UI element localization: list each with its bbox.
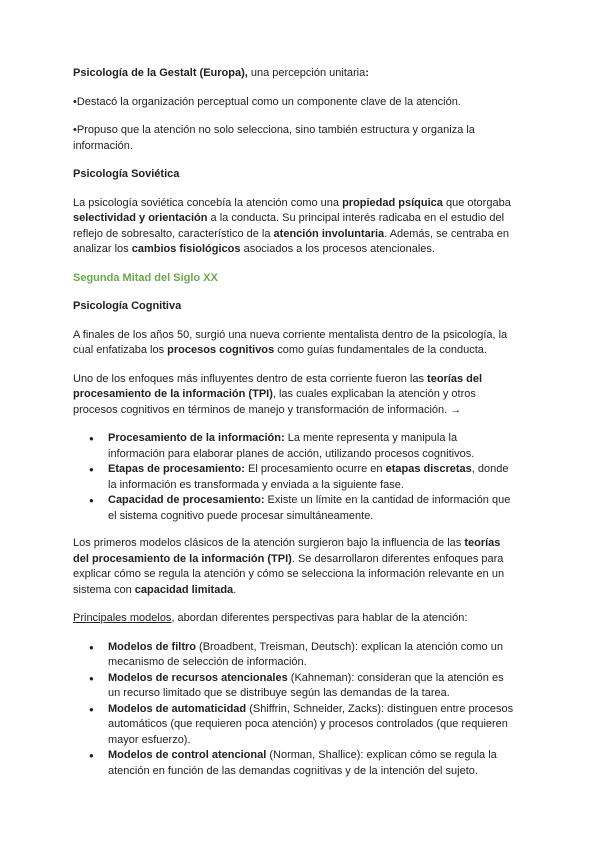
text-span: El procesamiento ocurre en — [244, 463, 386, 475]
text-span: a la conducta. Su principal interés radicaba en el estudio del reflejo de sobresalto, característico de la — [73, 212, 505, 240]
bold-span: procesos cognitivos — [167, 344, 275, 356]
gestalt-paragraph-2: •Propuso que la atención no solo selecciona, sino también estructura y organiza la información. — [73, 124, 475, 152]
bold-span: Capacidad de procesamiento: — [108, 494, 265, 506]
bold-span: etapas discretas — [385, 463, 472, 475]
text-span: A finales de los años 50, surgió una nueva corriente mentalista dentro de la psicología, la cual enfatizaba los — [73, 328, 508, 356]
text-span: (Shiffrin, Schneider, Zacks): distinguen entre procesos automáticos (que requieren poca atención) y procesos controlados (que requieren mayor esfuerzo). — [108, 702, 514, 746]
list-item — [73, 431, 514, 462]
bold-span: teorías del procesamiento de la información (TPI) — [73, 372, 483, 400]
models-bullet-list — [73, 640, 514, 780]
text-span: que otorgaba — [442, 196, 511, 209]
text-span: , las cuales explicaban la atención y otros procesos cognitivos en términos de manejo y transformación de información. → — [73, 388, 476, 416]
text-span: (Norman, Shallice): explican cómo se regula la atención en función de las demandas cognitivas y de la intención del sujeto. — [108, 749, 497, 777]
bold-span: capacidad limitada — [134, 583, 234, 596]
bold-span: Procesamiento de la información: — [108, 432, 285, 444]
bold-span: Modelos de filtro — [108, 640, 196, 653]
text-span: , abordan diferentes perspectivas para hablar de la atención: — [171, 612, 468, 624]
text-span: Existe un límite en la cantidad de información que el sistema cognitivo puede procesar simultáneamente. — [108, 494, 511, 522]
gestalt-title-rest: una percepción unitaria — [247, 67, 366, 79]
bold-span: teorías del procesamiento de la información (TPI) — [73, 537, 501, 565]
list-item — [73, 462, 514, 493]
tpi-bullet-list — [73, 431, 514, 524]
bold-span: Modelos de automaticidad — [108, 702, 247, 715]
text-span: (Kahneman): consideran que la atención es un recurso limitado que se distribuye según las demandas de la tarea. — [108, 671, 504, 699]
text-span: . Además, se centraba en analizar los — [73, 227, 509, 255]
text-span: Uno de los enfoques más influyentes dentro de esta corriente fueron las — [73, 372, 428, 385]
list-item — [73, 493, 514, 524]
text-span: como guías fundamentales de la conducta. — [274, 344, 487, 356]
text-span: , donde la información es transformada y enviada a la siguiente fase. — [108, 463, 509, 491]
text-span: La mente representa y manipula la información para elaborar planes de acción, utilizando procesos cognitivos. — [108, 432, 475, 460]
bold-span: propiedad psíquica — [342, 196, 443, 209]
gestalt-title-colon: : — [365, 67, 369, 79]
sovietica-paragraph — [73, 196, 514, 258]
text-span: asociados a los procesos atencionales. — [240, 243, 435, 255]
bold-span: Modelos de control atencional — [108, 749, 267, 761]
cognitiva-paragraph-2 — [73, 372, 514, 419]
bold-span: atención involuntaria — [273, 227, 385, 240]
bold-span: Modelos de recursos atencionales — [108, 671, 288, 684]
underlined-span: Principales modelos — [73, 612, 172, 624]
list-item — [73, 702, 514, 749]
list-item — [73, 748, 514, 779]
cognitiva-paragraph-4 — [73, 611, 514, 627]
bold-span: cambios fisiológicos — [131, 243, 241, 255]
bold-span: selectividad y orientación — [73, 212, 208, 224]
list-item — [73, 640, 514, 671]
cognitiva-paragraph-1 — [73, 328, 514, 359]
gestalt-heading — [73, 66, 514, 82]
sovietica-heading: Psicología Soviética — [73, 168, 180, 180]
bold-span: Etapas de procesamiento: — [108, 463, 245, 475]
text-span: . Se desarrollaron diferentes enfoques para explicar cómo se regula la atención y cómo se selecciona la información relevante en un sistema con — [73, 552, 505, 596]
text-span: La psicología soviética concebía la atención como una — [73, 196, 343, 209]
cognitiva-heading: Psicología Cognitiva — [73, 300, 182, 312]
text-span: . — [233, 583, 237, 596]
section-heading-segunda-mitad: Segunda Mitad del Siglo XX — [73, 271, 218, 284]
cognitiva-paragraph-3 — [73, 536, 514, 598]
gestalt-title: Psicología de la Gestalt (Europa), — [73, 67, 248, 79]
list-item — [73, 671, 514, 702]
gestalt-paragraph-1: •Destacó la organización perceptual como un componente clave de la atención. — [73, 95, 461, 108]
text-span: (Broadbent, Treisman, Deutsch): explican la atención como un mecanismo de selección de información. — [108, 640, 503, 668]
text-span: Los primeros modelos clásicos de la atención surgieron bajo la influencia de las — [73, 537, 465, 549]
